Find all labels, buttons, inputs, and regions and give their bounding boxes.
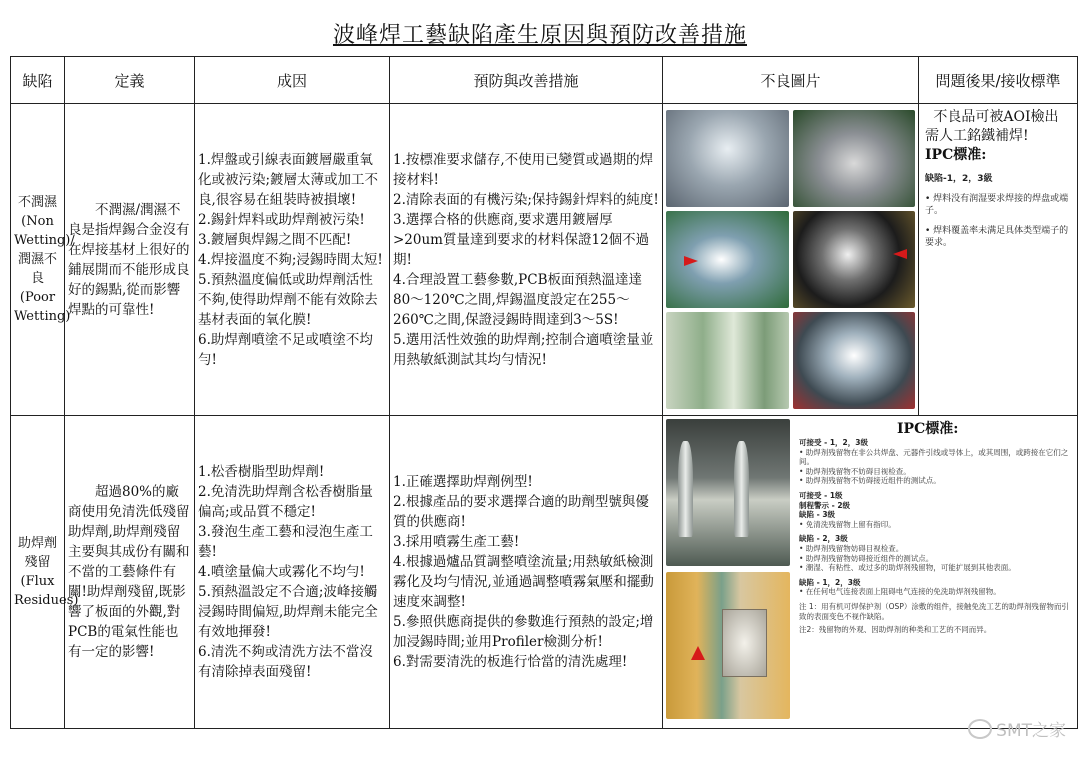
ipc-line: 注 1：用有机可焊保护剂（OSP）涂敷的组件，接触免洗工艺的助焊剂残留物而引致的表面变色不视作缺陷。	[799, 601, 1069, 621]
defect-photo	[666, 312, 789, 409]
prevention-item: 1.正確選擇助焊劑例型!	[393, 474, 533, 490]
defect-table	[10, 56, 1078, 729]
definition-cell	[65, 416, 195, 729]
prevention-list	[390, 470, 662, 674]
header-consequence: 問題後果/接收標準	[919, 57, 1078, 104]
defect-photo	[793, 312, 916, 409]
photos-cell	[663, 104, 919, 416]
ipc-standard-label: IPC標准:	[925, 147, 987, 163]
wechat-icon	[968, 719, 992, 739]
prevention-cell	[390, 416, 663, 729]
prevention-list	[390, 148, 662, 372]
cause-item: 3.鍍層與焊錫之間不匹配!	[198, 231, 352, 248]
prevention-item: 4.根據過爐品質調整噴塗流量;用熱敏紙檢測霧化及均勻情況,並通過調整噴霧氣壓和擺動速度來調整!	[393, 554, 654, 610]
header-row	[11, 57, 1078, 104]
ipc-line: • 免清洗残留物上留有指印。	[799, 519, 896, 529]
cause-item: 2.免清洗助焊劑含松香樹脂量偏高;或品質不穩定!	[198, 484, 373, 520]
cause-item: 5.預熱溫設定不合適;波峰接觸浸錫時間偏短,助焊劑未能完全有效地揮發!	[198, 584, 378, 640]
ipc-line: • 助焊剂残留物在非公共焊盘、元器件引线或导体上，或其周围，或跨接在它们之间。	[799, 447, 1069, 467]
ipc-line: • 助焊剂残留物妨碍接近组件的测试点。	[799, 553, 934, 563]
defect-photo	[666, 572, 790, 719]
ipc-line: 缺陷 - 2，3级	[799, 534, 848, 544]
consequence-cell	[919, 104, 1078, 416]
defect-name: 不潤濕(Non Wetting)/潤濕不良(Poor Wetting)	[14, 195, 75, 324]
ipc-line: • 焊料覆盖率未满足具体类型端子的要求。	[925, 226, 1069, 248]
ipc-line: • 焊料没有润湿要求焊接的焊盘或端子。	[925, 194, 1069, 216]
consequence-text: 不良品可被AOI檢出需人工銘鐵補焊!	[925, 109, 1059, 144]
page-title: 波峰焊工藝缺陷產生原因與預防改善措施	[332, 23, 747, 48]
header-causes: 成因	[195, 57, 390, 104]
ipc-line: • 助焊剂残留物不妨碍接近组件的测试点。	[799, 476, 941, 486]
header-definition: 定義	[65, 57, 195, 104]
photos-ipc-wrap	[663, 416, 1077, 726]
causes-list	[195, 460, 389, 684]
cause-item: 4.焊接溫度不夠;浸錫時間太短!	[198, 251, 383, 268]
table-row	[11, 416, 1078, 729]
header-defect-photos: 不良圖片	[663, 57, 919, 104]
defect-name: 助焊劑殘留(Flux Residues)	[14, 536, 79, 608]
defect-photo	[666, 110, 789, 207]
table-row	[11, 104, 1078, 416]
causes-cell	[195, 416, 390, 729]
cause-item: 5.預熱溫度偏低或助焊劑活性不夠,使得助焊劑不能有效除去基材表面的氧化膜!	[198, 271, 378, 328]
red-arrow-icon	[691, 646, 705, 660]
defect-name-cell	[11, 416, 79, 729]
defect-name-cell	[11, 104, 75, 416]
defect-photo	[793, 211, 916, 308]
cause-item: 2.錫針焊料或助焊劑被污染!	[198, 211, 365, 228]
photos-and-ipc-cell	[663, 416, 1078, 729]
ipc-line: 注2：残留物的外观、因助焊剂的种类和工艺的不同而异。	[799, 625, 992, 635]
cause-item: 3.發泡生產工藝和浸泡生產工藝!	[198, 524, 373, 560]
prevention-item: 5.選用活性效強的助焊劑;控制合適噴塗量並用熱敏紙測試其均勻情況!	[393, 331, 654, 368]
definition-text: 超過80%的廠商使用免清洗低殘留助焊劑,助焊劑殘留主要與其成份有關和不當的工藝條件有關!助焊劑殘留,既影響了板面的外觀,對PCB的電氣性能也有一定的影響!	[68, 484, 190, 660]
prevention-item: 1.按標准要求儲存,不使用已變質或過期的焊接材料!	[393, 151, 654, 188]
defect-photo	[666, 419, 790, 566]
prevention-item: 6.對需要清洗的板進行恰當的清洗處理!	[393, 654, 628, 670]
defect-photo	[793, 110, 916, 207]
ipc-criteria	[799, 438, 1073, 635]
cause-item: 6.清洗不夠或清洗方法不當沒有清除掉表面殘留!	[198, 644, 373, 680]
ipc-line: 可接受 - 1级	[799, 490, 843, 500]
ipc-panel	[793, 416, 1077, 726]
defect-photo	[666, 211, 789, 308]
prevention-item: 2.根據產品的要求選擇合適的助劑型號與優質的供應商!	[393, 494, 649, 530]
causes-cell	[195, 104, 390, 416]
watermark-text: SMT之家	[996, 721, 1066, 741]
ipc-line: 缺陷 - 1，2，3级	[799, 577, 861, 587]
consequence-block	[919, 104, 1077, 253]
ipc-standard-label: IPC標准:	[897, 421, 959, 437]
prevention-cell	[390, 104, 663, 416]
ipc-line: • 助焊剂残留物不妨碍目视检查。	[799, 466, 911, 476]
ipc-line: 制程警示 - 2级	[799, 500, 851, 510]
cause-item: 6.助焊劑噴塗不足或噴塗不均勻!	[198, 331, 373, 368]
ipc-line: • 在任何电气连接表面上阻碍电气连接的免洗助焊剂残留物。	[799, 587, 1001, 597]
cause-item: 1.松香樹脂型助焊劑!	[198, 464, 325, 480]
prevention-item: 4.合理設置工藝參數,PCB板面預熱溫達達80～120℃之間,焊錫溫度設定在255～260℃之間,保證浸錫時間達到3～5S!	[393, 271, 643, 328]
component-shape	[722, 609, 767, 677]
definition-text: 不潤濕/潤濕不良是指焊錫合金沒有在焊接基材上很好的鋪展開而不能形成良好的錫點,從而影響焊點的可靠性!	[68, 201, 190, 318]
prevention-item: 2.清除表面的有機污染;保持錫針焊料的純度!	[393, 191, 659, 208]
prevention-item: 3.採用噴霧生產工藝!	[393, 534, 520, 550]
red-arrow-icon	[893, 249, 907, 259]
cause-item: 1.焊盤或引線表面鍍層嚴重氧化或被污染;鍍層太薄或加工不良,很容易在組裝時被損壞!	[198, 151, 379, 208]
defect-photo-grid	[663, 416, 793, 722]
ipc-line: 缺陷 - 3级	[799, 510, 836, 520]
watermark	[968, 716, 1066, 741]
definition-cell	[65, 104, 195, 416]
header-defect: 缺陷	[11, 57, 65, 104]
ipc-line: 可接受 - 1，2，3级	[799, 438, 868, 447]
causes-list	[195, 148, 389, 372]
red-arrow-icon	[684, 256, 698, 266]
cause-item: 4.噴塗量偏大或霧化不均勻!	[198, 564, 365, 580]
ipc-line: 缺陷-1，2，3級	[925, 174, 993, 184]
header-prevention: 預防與改善措施	[390, 57, 663, 104]
ipc-line: • 潮湿、有粘性、或过多的助焊剂残留物，可能扩展到其他表面。	[799, 563, 1016, 573]
prevention-item: 5.參照供應商提供的參數進行預熱的設定;增加浸錫時間;並用Profiler檢測分析!	[393, 614, 654, 650]
ipc-criteria	[925, 173, 1071, 249]
ipc-line: • 助焊剂残留物妨碍目视检查。	[799, 543, 904, 553]
defect-photo-grid	[663, 107, 918, 412]
prevention-item: 3.選擇合格的供應商,要求選用鍍層厚>20um質量達到要求的材料保證12個不過期!	[393, 211, 650, 268]
